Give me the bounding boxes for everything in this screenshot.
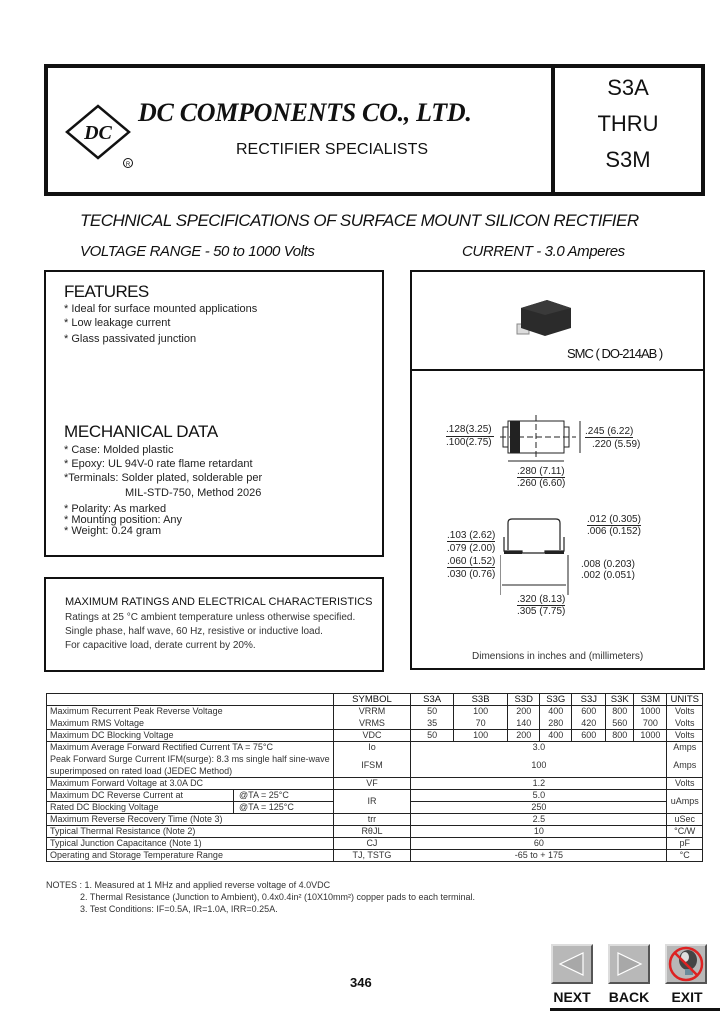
row-label-cell (47, 790, 334, 802)
current-rating: CURRENT - 3.0 Amperes (462, 243, 625, 260)
value-cell: 600 (572, 706, 606, 718)
document-title: TECHNICAL SPECIFICATIONS OF SURFACE MOUNT SILICON RECTIFIER (80, 211, 639, 230)
dim-rule (446, 424, 494, 437)
row-label: superimposed on rated load (JEDEC Method) (47, 766, 334, 778)
condition-label: @TA = 25°C (239, 790, 289, 800)
row-symbol: VRRM (333, 706, 411, 718)
header-cell (47, 694, 334, 706)
next-label[interactable]: NEXT (553, 989, 591, 1005)
dim-b-min: .220 (5.59) (592, 439, 641, 450)
row-label: Maximum DC Reverse Current at (50, 790, 184, 800)
value-cell: 100 (453, 706, 507, 718)
dim-a-max: .128(3.25) (446, 424, 492, 435)
dim-c-min: .260 (6.60) (517, 478, 566, 489)
unit-cell: pF (667, 838, 703, 850)
condition-label: @TA = 125°C (239, 802, 294, 812)
table-row (47, 790, 703, 802)
row-label: Maximum Forward Voltage at 3.0A DC (47, 778, 334, 790)
mechanical-item: * Epoxy: UL 94V-0 rate flame retardant (64, 458, 253, 470)
header-cell: S3M (634, 694, 667, 706)
table-row (47, 850, 703, 862)
part-first: S3A (607, 75, 649, 100)
package-divider (410, 369, 705, 371)
value-cell: 200 (508, 730, 540, 742)
dim-g-max: .008 (0.203) (581, 559, 635, 570)
dim-a-min: .100(2.75) (446, 437, 492, 448)
row-label: Maximum RMS Voltage (47, 718, 334, 730)
value-cell: -65 to + 175 (411, 850, 667, 862)
mechanical-item: *Terminals: Solder plated, solderable per (64, 472, 263, 484)
feature-item: * Low leakage current (64, 317, 171, 329)
value-cell: 200 (508, 706, 540, 718)
value-cell: 400 (540, 730, 572, 742)
table-row (47, 814, 703, 826)
value-cell: 100 (411, 754, 667, 778)
table-row (47, 742, 703, 754)
row-label: Typical Thermal Resistance (Note 2) (47, 826, 334, 838)
dim-b-max: .245 (6.22) (585, 426, 634, 437)
mechanical-item: * Weight: 0.24 gram (64, 525, 162, 537)
row-label: Maximum DC Blocking Voltage (47, 730, 334, 742)
value-cell: 35 (411, 718, 454, 730)
row-symbol: RθJL (333, 826, 411, 838)
dim-d-max: .012 (0.305) (587, 514, 641, 525)
value-cell: 140 (508, 718, 540, 730)
notes (46, 879, 475, 915)
row-symbol: VDC (333, 730, 411, 742)
header-cell: S3D (508, 694, 540, 706)
row-label: Typical Junction Capacitance (Note 1) (47, 838, 334, 850)
dim-d-min: .006 (0.152) (587, 526, 641, 537)
row-symbol: IFSM (333, 754, 411, 778)
value-cell: 50 (411, 706, 454, 718)
note-2: 2. Thermal Resistance (Junction to Ambient), 0.4x0.4in² (10X10mm²) copper pads to each terminal. (80, 892, 476, 902)
value-cell: 400 (540, 706, 572, 718)
package-label: SMC ( DO-214AB ) (567, 346, 663, 361)
right-triangle-icon (614, 951, 644, 977)
voltage-range: VOLTAGE RANGE - 50 to 1000 Volts (80, 243, 315, 260)
dim-e-max: .103 (2.62) (447, 530, 496, 541)
ratings-title: MAXIMUM RATINGS AND ELECTRICAL CHARACTERISTICS (65, 596, 373, 608)
svg-text:R: R (125, 162, 131, 168)
dim-f-max: .060 (1.52) (447, 556, 496, 567)
value-cell: 1000 (634, 706, 667, 718)
row-symbol: VRMS (333, 718, 411, 730)
dim-e-min: .079 (2.00) (447, 543, 496, 554)
mechanical-item: MIL-STD-750, Method 2026 (125, 487, 262, 499)
row-label: Operating and Storage Temperature Range (47, 850, 334, 862)
unit-cell: °C/W (667, 826, 703, 838)
svg-text:DC: DC (84, 122, 112, 144)
value-cell: 700 (634, 718, 667, 730)
header-cell: S3J (572, 694, 606, 706)
mechanical-item: * Polarity: As marked (64, 503, 167, 515)
next-button[interactable] (551, 944, 593, 984)
row-symbol: TJ, TSTG (333, 850, 411, 862)
ratings-panel (44, 577, 384, 672)
table-row (47, 706, 703, 718)
feature-item: * Ideal for surface mounted applications (64, 303, 258, 315)
value-cell: 250 (411, 802, 667, 814)
value-cell: 3.0 (411, 742, 667, 754)
part-thru: THRU (597, 111, 659, 136)
header-cell: UNITS (667, 694, 703, 706)
value-cell: 1.2 (411, 778, 667, 790)
value-cell: 70 (453, 718, 507, 730)
dim-f-min: .030 (0.76) (447, 569, 496, 580)
exit-label[interactable]: EXIT (671, 989, 703, 1005)
row-symbol: IR (333, 790, 411, 814)
footer-rule (550, 1008, 720, 1011)
dim-h-max: .320 (8.13) (517, 594, 566, 605)
no-lightbulb-icon (667, 946, 705, 982)
row-label: Maximum Average Forward Rectified Current TA = 75°C (47, 742, 334, 754)
row-symbol: CJ (333, 838, 411, 850)
row-label-cell (47, 802, 334, 814)
left-triangle-icon (557, 951, 587, 977)
value-cell: 800 (606, 730, 634, 742)
value-cell: 2.5 (411, 814, 667, 826)
unit-cell: Volts (667, 778, 703, 790)
value-cell: 280 (540, 718, 572, 730)
table-row (47, 730, 703, 742)
value-cell: 600 (572, 730, 606, 742)
feature-item: * Glass passivated junction (64, 333, 197, 345)
exit-button[interactable] (665, 944, 707, 984)
value-cell: 50 (411, 730, 454, 742)
unit-cell: Amps (667, 742, 703, 754)
unit-cell: Volts (667, 730, 703, 742)
mechanical-item: * Case: Molded plastic (64, 444, 174, 456)
ratings-line: For capacitive load, derate current by 20%. (65, 640, 256, 651)
ratings-line: Single phase, half wave, 60 Hz, resistive or inductive load. (65, 626, 323, 637)
note-1: NOTES : 1. Measured at 1 MHz and applied reverse voltage of 4.0VDC (46, 880, 331, 890)
table-header-row (47, 694, 703, 706)
table-row (47, 838, 703, 850)
header-cell: S3B (453, 694, 507, 706)
side-view-drawing (500, 515, 570, 595)
page-number: 346 (350, 975, 372, 990)
header-cell: S3A (411, 694, 454, 706)
features-heading: FEATURES (64, 282, 149, 301)
value-cell: 10 (411, 826, 667, 838)
part-last: S3M (605, 147, 651, 172)
spec-table (46, 693, 703, 862)
value-cell: 5.0 (411, 790, 667, 802)
row-symbol: trr (333, 814, 411, 826)
dimensions-caption: Dimensions in inches and (millimeters) (472, 651, 644, 662)
back-button[interactable] (608, 944, 650, 984)
header-cell: SYMBOL (333, 694, 411, 706)
table-row (47, 826, 703, 838)
note-3: 3. Test Conditions: IF=0.5A, IR=1.0A, IRR=0.25A. (80, 904, 278, 914)
header-cell: S3G (540, 694, 572, 706)
unit-cell: Amps (667, 754, 703, 778)
unit-cell: uAmps (667, 790, 703, 814)
dim-h-min: .305 (7.75) (517, 606, 566, 617)
row-symbol: Io (333, 742, 411, 754)
ratings-line: Ratings at 25 °C ambient temperature unless otherwise specified. (65, 612, 356, 623)
mechanical-heading: MECHANICAL DATA (64, 422, 218, 441)
dc-logo-icon (64, 100, 138, 172)
row-label: Maximum Reverse Recovery Time (Note 3) (47, 814, 334, 826)
back-label[interactable]: BACK (608, 989, 650, 1005)
header-cell: S3K (606, 694, 634, 706)
top-view-drawing (500, 415, 590, 465)
value-cell: 420 (572, 718, 606, 730)
row-label: Rated DC Blocking Voltage (50, 802, 159, 812)
company-name: DC COMPONENTS CO., LTD. (138, 98, 472, 127)
part-range (555, 70, 701, 178)
mechanical-item: * Mounting position: Any (64, 514, 183, 526)
value-cell: 100 (453, 730, 507, 742)
unit-cell: Volts (667, 706, 703, 718)
dim-g-min: .002 (0.051) (581, 570, 635, 581)
row-label: Peak Forward Surge Current IFM(surge): 8.3 ms single half sine-wave (47, 754, 334, 766)
company-tagline: RECTIFIER SPECIALISTS (236, 141, 429, 158)
table-row (47, 754, 703, 766)
smc-package-photo-icon (515, 300, 575, 342)
value-cell: 1000 (634, 730, 667, 742)
value-cell: 560 (606, 718, 634, 730)
value-cell: 800 (606, 706, 634, 718)
dim-c-max: .280 (7.11) (517, 466, 565, 477)
unit-cell: Volts (667, 718, 703, 730)
table-row (47, 778, 703, 790)
unit-cell: uSec (667, 814, 703, 826)
table-row (47, 718, 703, 730)
value-cell: 60 (411, 838, 667, 850)
row-label: Maximum Recurrent Peak Reverse Voltage (47, 706, 334, 718)
unit-cell: °C (667, 850, 703, 862)
row-symbol: VF (333, 778, 411, 790)
